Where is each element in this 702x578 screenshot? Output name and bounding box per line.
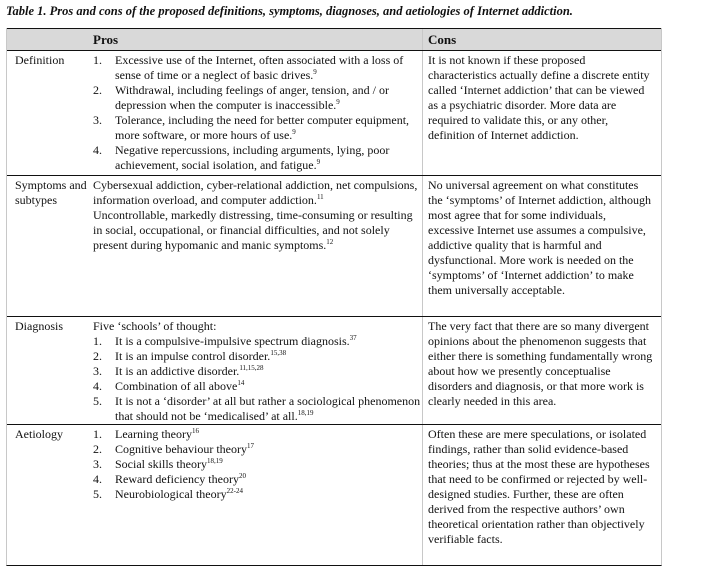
list-item: 1. It is a compulsive-impulsive spectrum diagnosis.$^{37}$ — [93, 334, 357, 348]
list-item: 2. Withdrawal, including feelings of anger, tension, and / or depression when the computer is inaccessible.$^9$ — [93, 83, 389, 112]
diagnosis-pros: Five ‘schools’ of thought: 1. It is a compulsive-impulsive spectrum diagnosis.$^{37}$ 2. It is an impulse control disorder.$^{15,38}$ 3. It is an addictive disorder.$^{11,15,28}$ 4. Combination of all above$^{14}$ 5. It is not a ‘disorder’ at all but rather a sociological phenomenon that should not be ‘medicalised’ at all.$^{18,19}$ — [93, 319, 421, 423]
list-item: 3. It is an addictive disorder.$^{11,15,28}$ — [93, 364, 264, 378]
row-label-aetiology: Aetiology — [15, 427, 63, 441]
table-row-aetiology — [7, 424, 661, 565]
table-header-row — [7, 28, 661, 51]
column-divider — [422, 176, 423, 316]
header-cons: Cons — [428, 32, 457, 47]
list-item: 3. Social skills theory$^{18,19}$ — [93, 457, 223, 471]
list-item: 1. Excessive use of the Internet, often associated with a loss of sense of time or a neglect of basic drives.$^9$ — [93, 53, 404, 82]
column-divider — [422, 29, 423, 50]
aetiology-cons: Often these are mere speculations, or isolated findings, rather than solid evidence-based theories; thus at the most these are hypotheses that need to be confirmed or rejected by well-designed studies. Further, these are often derived from the respective authors’ own theoretical orientation rather than objectively verifiable facts. — [428, 427, 650, 546]
aetiology-pros — [93, 427, 421, 502]
list-item: 2. Cognitive behaviour theory$^{17}$ — [93, 442, 254, 456]
list-item: 4. Combination of all above$^{14}$ — [93, 379, 245, 393]
column-divider — [422, 51, 423, 175]
list-item: 1. Learning theory$^{16}$ — [93, 427, 199, 441]
row-label-diagnosis: Diagnosis — [15, 319, 63, 333]
list-item: 5. Neurobiological theory$^{22-24}$ — [93, 487, 243, 501]
column-divider — [422, 425, 423, 565]
list-item: 5. It is not a ‘disorder’ at all but rather a sociological phenomenon that should not be ‘medicalised’ at all.$^{18,19}$ — [93, 394, 421, 423]
pros-cons-table — [6, 28, 662, 566]
table-caption: Table 1. Pros and cons of the proposed definitions, symptoms, diagnoses, and aetiologies of Internet addiction. — [6, 4, 573, 18]
table-row-symptoms — [7, 175, 661, 316]
list-item: 4. Reward deficiency theory$^{20}$ — [93, 472, 246, 486]
table-row-definition — [7, 51, 661, 175]
symptoms-pros: Cybersexual addiction, cyber-relational addiction, net compulsions, information overload, and computer addiction.$^{11}$ Uncontrollable, markedly distressing, time-consuming or resulting in social, occupational, or financial difficulties, and not solely present during hypomanic and manic symptoms.$^{12}$ — [93, 178, 418, 252]
header-pros: Pros — [93, 32, 119, 47]
diagnosis-cons: The very fact that there are so many divergent opinions about the phenomenon suggests that either there is something fundamentally wrong about how we presently conceptualise disorders and diagnosis, or that more work is clearly needed in this area. — [428, 319, 653, 408]
table-row-diagnosis — [7, 316, 661, 424]
column-divider — [422, 317, 423, 424]
definition-cons: It is not known if these proposed characteristics actually define a discrete entity called ‘Internet addiction’ that can be viewed as a psychiatric disorder. More data are required to validate this, or any other, definition of Internet addiction. — [428, 53, 650, 142]
list-item: 2. It is an impulse control disorder.$^{15,38}$ — [93, 349, 287, 363]
list-item: 4. Negative repercussions, including arguments, lying, poor achievement, social isolation, and fatigue.$^9$ — [93, 143, 390, 172]
row-label-definition: Definition — [15, 53, 65, 67]
symptoms-cons: No universal agreement on what constitutes the ‘symptoms’ of Internet addiction, although most agree that for some individuals, excessive Internet use assumes a compulsive, addictive quality that is harmful and dysfunctional. More work is needed on the ‘symptoms’ of ‘Internet addiction’ to make them universally acceptable. — [428, 178, 652, 297]
list-item: 3. Tolerance, including the need for better computer equipment, more software, or more hours of use.$^9$ — [93, 113, 410, 142]
row-label-symptoms: Symptoms and subtypes — [15, 178, 87, 207]
definition-pros — [93, 53, 421, 173]
